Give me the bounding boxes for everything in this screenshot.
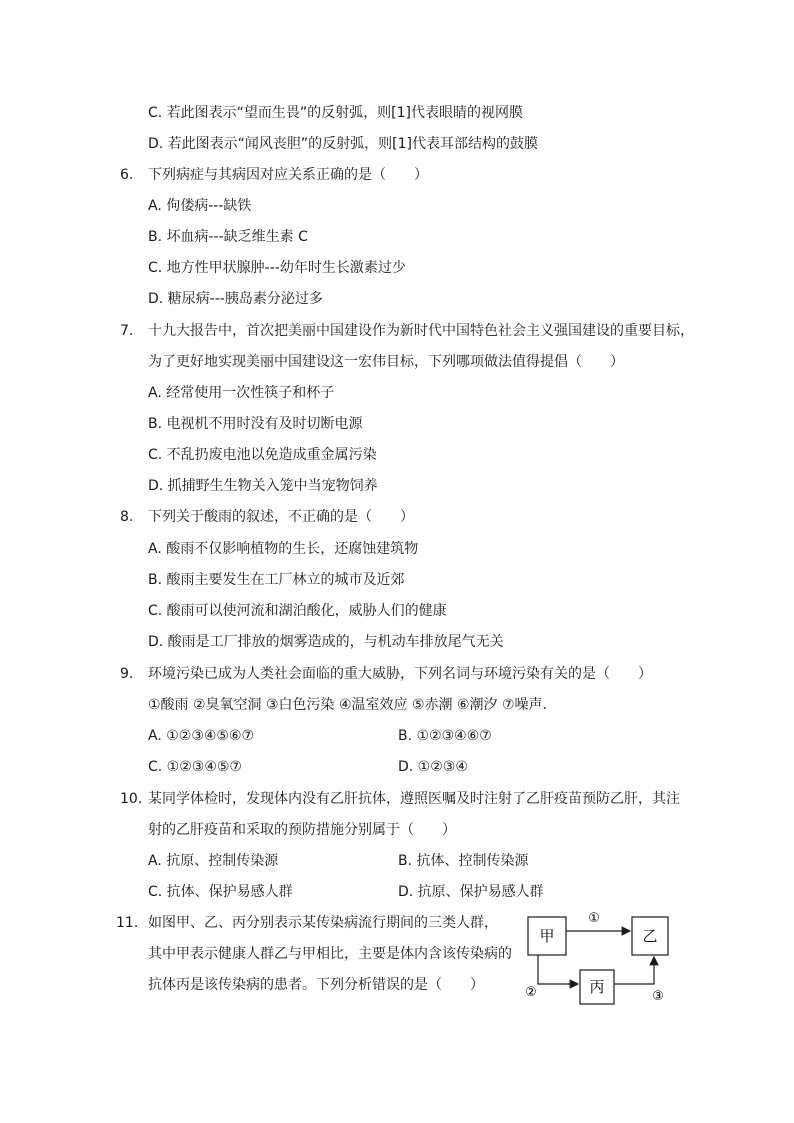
- q6-number: 6.: [120, 167, 134, 183]
- q5-option-d: D. 若此图表示“闻风丧胆”的反射弧，则[1]代表耳部结构的鼓膜: [148, 136, 539, 152]
- box-yi-label: 乙: [642, 927, 658, 945]
- q6-option-a: A. 佝偻病---缺铁: [148, 198, 252, 214]
- q11-stem-line3: 抗体丙是该传染病的患者。下列分析错误的是（ ）: [148, 977, 484, 993]
- q7-option-d: D. 抓捕野生生物关入笼中当宠物饲养: [148, 478, 378, 494]
- q5-option-c: C. 若此图表示“望而生畏”的反射弧，则[1]代表眼睛的视网膜: [148, 105, 524, 121]
- q7-option-b: B. 电视机不用时没有及时切断电源: [148, 416, 363, 432]
- q10-option-a: A. 抗原、控制传染源: [148, 853, 279, 869]
- q8-option-d: D. 酸雨是工厂排放的烟雾造成的，与机动车排放尾气无关: [148, 634, 504, 650]
- q9-number: 9.: [120, 666, 134, 682]
- arrow1-label: ①: [588, 911, 600, 926]
- q8-option-a: A. 酸雨不仅影响植物的生长，还腐蚀建筑物: [148, 541, 419, 557]
- q9-option-c: C. ①②③④⑤⑦: [148, 759, 242, 775]
- q10-number: 10.: [120, 791, 143, 807]
- q9-option-b: B. ①②③④⑥⑦: [398, 728, 492, 744]
- q9-option-d: D. ①②③④: [398, 759, 468, 775]
- q10-stem-line1: 某同学体检时，发现体内没有乙肝抗体，遵照医嘱及时注射了乙肝疫苗预防乙肝，其注: [148, 791, 680, 807]
- q11-stem-line1: 如图甲、乙、丙分别表示某传染病流行期间的三类人群，: [148, 915, 498, 931]
- arrow-bing-to-yi: [614, 957, 654, 984]
- population-flow-diagram: [520, 900, 710, 1010]
- q10-stem-line2: 射的乙肝疫苗和采取的预防措施分别属于（ ）: [148, 822, 456, 838]
- q7-option-a: A. 经常使用一次性筷子和杯子: [148, 385, 335, 401]
- q8-stem: 下列关于酸雨的叙述，不正确的是（ ）: [148, 509, 414, 525]
- q6-option-b: B. 坏血病---缺乏维生素 C: [148, 229, 308, 245]
- q6-option-d: D. 糖尿病---胰岛素分泌过多: [148, 291, 323, 307]
- q10-option-b: B. 抗体、控制传染源: [398, 853, 529, 869]
- q8-number: 8.: [120, 509, 134, 525]
- box-jia-label: 甲: [539, 927, 555, 945]
- arrow-jia-to-bing: [538, 955, 578, 984]
- q9-option-a: A. ①②③④⑤⑥⑦: [148, 728, 255, 744]
- q7-option-c: C. 不乱扔废电池以免造成重金属污染: [148, 447, 377, 463]
- q6-option-c: C. 地方性甲状腺肿---幼年时生长激素过少: [148, 260, 406, 276]
- box-bing-label: 丙: [589, 978, 605, 996]
- q8-option-b: B. 酸雨主要发生在工厂林立的城市及近郊: [148, 572, 405, 588]
- q10-option-c: C. 抗体、保护易感人群: [148, 884, 293, 900]
- arrow2-label: ②: [525, 985, 537, 1000]
- q11-number: 11.: [116, 915, 139, 931]
- q8-option-c: C. 酸雨可以使河流和湖泊酸化，威胁人们的健康: [148, 603, 447, 619]
- q7-stem-line1: 十九大报告中，首次把美丽中国建设作为新时代中国特色社会主义强国建设的重要目标，: [148, 323, 694, 339]
- arrow3-label: ③: [652, 989, 664, 1004]
- q6-stem: 下列病症与其病因对应关系正确的是（ ）: [148, 167, 428, 183]
- q10-option-d: D. 抗原、保护易感人群: [398, 884, 544, 900]
- q9-items: ①酸雨 ②臭氧空洞 ③白色污染 ④温室效应 ⑤赤潮 ⑥潮汐 ⑦噪声．: [148, 697, 557, 713]
- q7-stem-line2: 为了更好地实现美丽中国建设这一宏伟目标，下列哪项做法值得提倡（ ）: [148, 354, 624, 370]
- q9-stem: 环境污染已成为人类社会面临的重大威胁，下列名词与环境污染有关的是（ ）: [148, 666, 652, 682]
- q11-stem-line2: 其中甲表示健康人群乙与甲相比，主要是体内含该传染病的: [148, 946, 512, 962]
- q7-number: 7.: [120, 323, 134, 339]
